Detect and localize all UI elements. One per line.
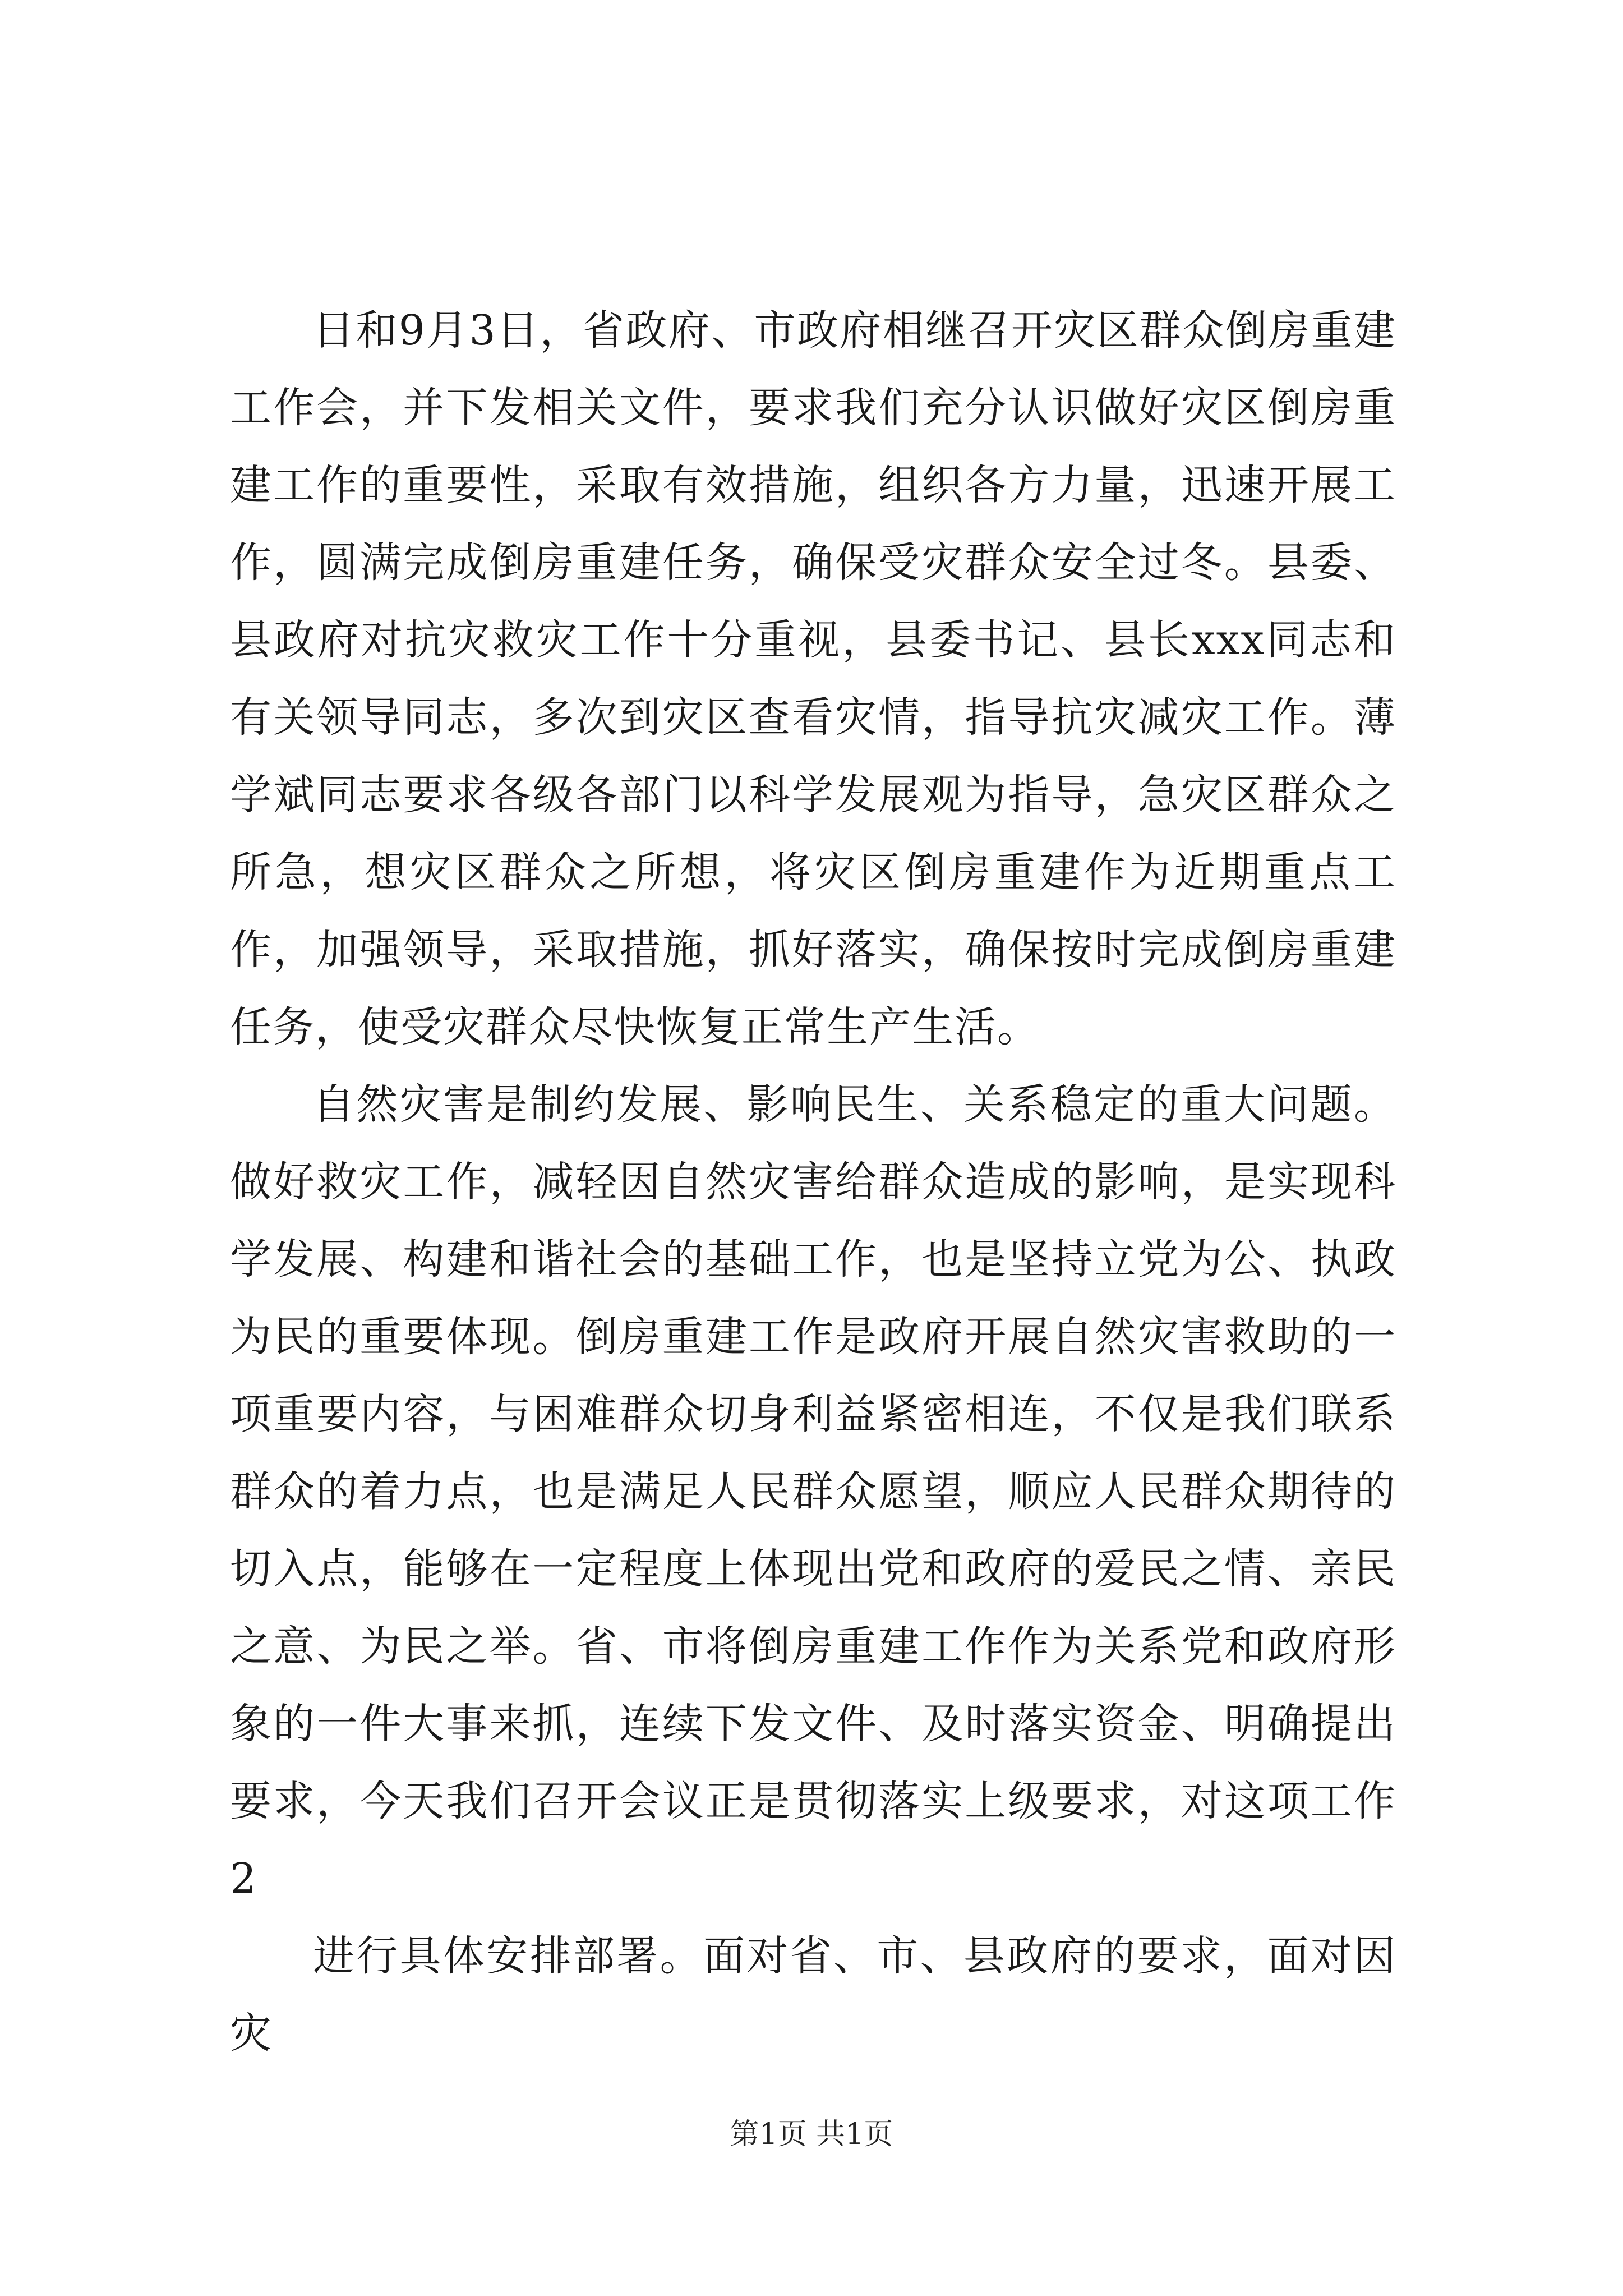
- page-footer: 第1页 共1页: [730, 2118, 893, 2151]
- paragraph-3: 进行具体安排部署。面对省、市、县政府的要求，面对因灾: [230, 1932, 1396, 2058]
- document-body: [230, 292, 1396, 2072]
- paragraph-2: 自然灾害是制约发展、影响民生、关系稳定的重大问题。做好救灾工作，减轻因自然灾害给群众造成的影响，是实现科学发展、构建和谐社会的基础工作，也是坚持立党为公、执政为民的重要体现。倒房重建工作是政府开展自然灾害救助的一项重要内容，与困难群众切身利益紧密相连，不仅是我们联系群众的着力点，也是满足人民群众愿望，顺应人民群众期待的切入点，能够在一定程度上体现出党和政府的爱民之情、亲民之意、为民之举。省、市将倒房重建工作作为关系党和政府形象的一件大事来抓，连续下发文件、及时落实资金、明确提出要求，今天我们召开会议正是贯彻落实上级要求，对这项工作2: [230, 1080, 1396, 1903]
- paragraph-1: 日和9月3日，省政府、市政府相继召开灾区群众倒房重建工作会，并下发相关文件，要求我们充分认识做好灾区倒房重建工作的重要性，采取有效措施，组织各方力量，迅速开展工作，圆满完成倒房重建任务，确保受灾群众安全过冬。县委、县政府对抗灾救灾工作十分重视，县委书记、县长xxx同志和有关领导同志，多次到灾区查看灾情，指导抗灾减灾工作。薄学斌同志要求各级各部门以科学发展观为指导，急灾区群众之所急，想灾区群众之所想，将灾区倒房重建作为近期重点工作，加强领导，采取措施，抓好落实，确保按时完成倒房重建任务，使受灾群众尽快恢复正常生产生活。: [230, 306, 1396, 1051]
